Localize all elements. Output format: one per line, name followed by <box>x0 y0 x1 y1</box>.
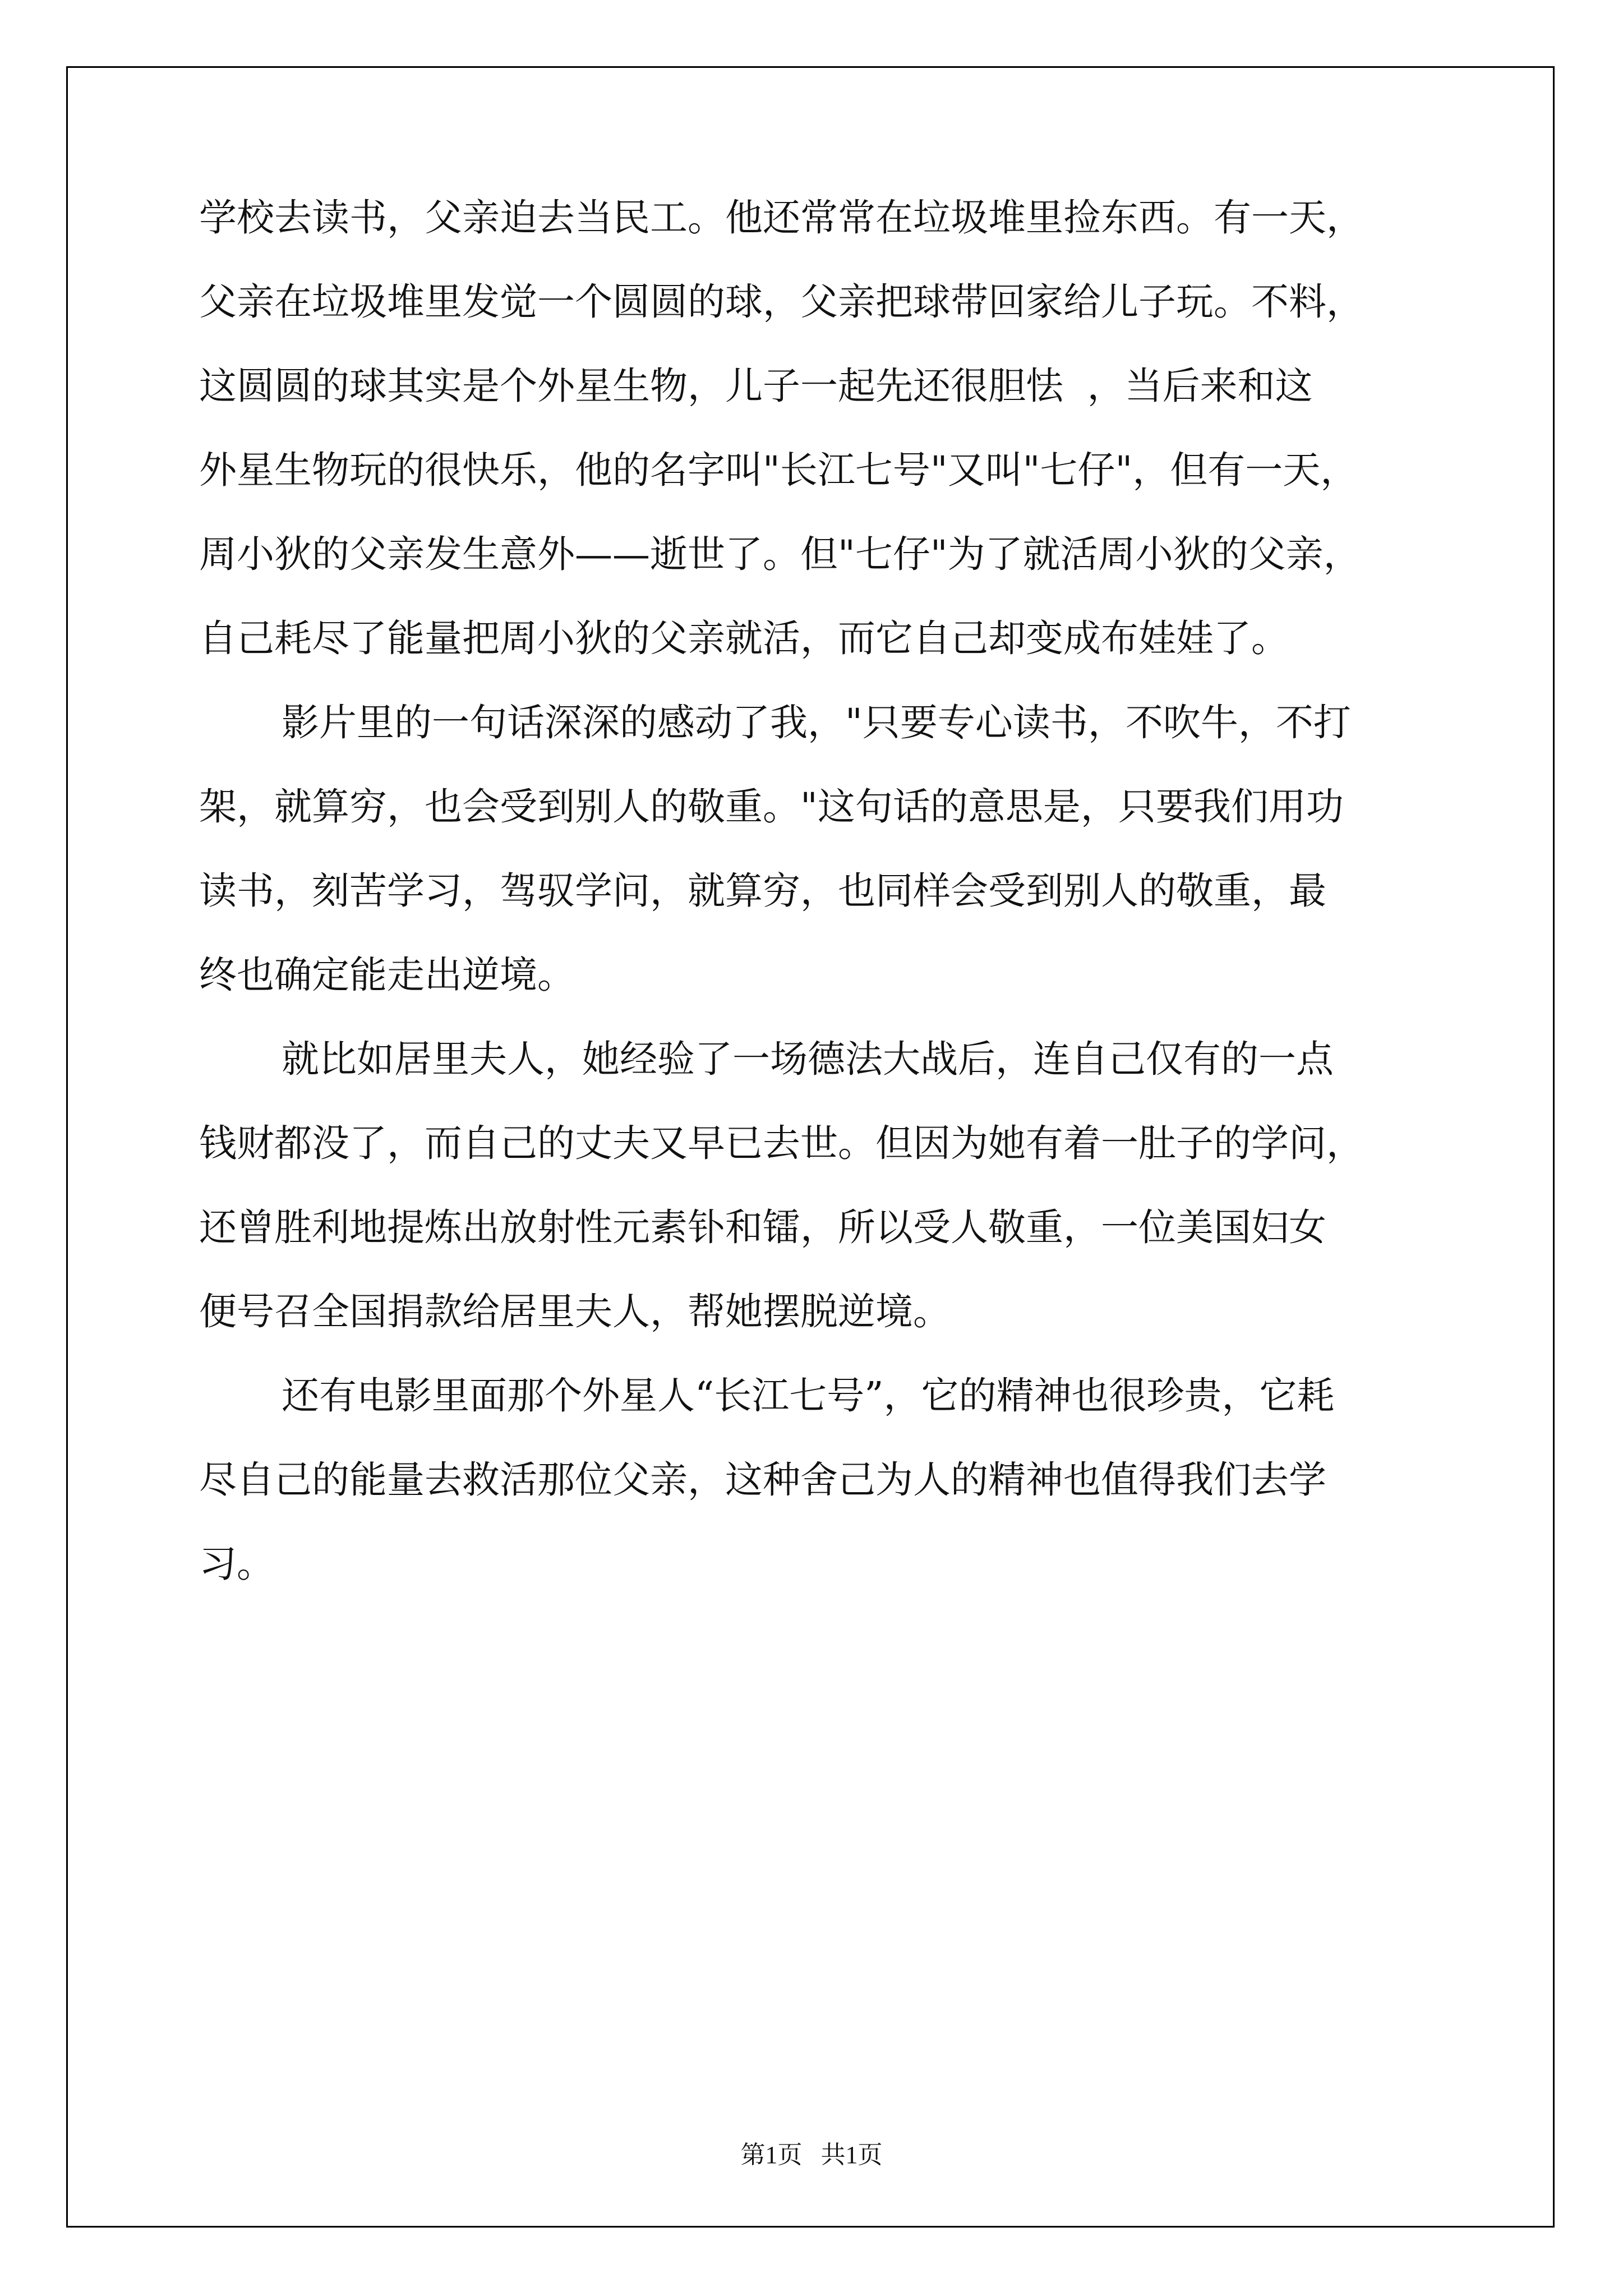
text-line-5: 周小狄的父亲发生意外——逝世了。但"七仔"为了就活周小狄的父亲， <box>199 532 1361 576</box>
text-line-16: 尽自己的能量去救活那位父亲，这种舍己为人的精神也值得我们去学 <box>199 1458 1326 1502</box>
text-line-2: 父亲在垃圾堆里发觉一个圆圆的球，父亲把球带回家给儿子玩。不料， <box>199 280 1364 324</box>
text-line-4: 外星生物玩的很快乐，他的名字叫"长江七号"又叫"七仔"，但有一天， <box>199 448 1358 492</box>
text-line-7: 影片里的一句话深深的感动了我，"只要专心读书，不吹牛，不打 <box>282 701 1351 744</box>
text-line-8: 架，就算穷，也会受到别人的敬重。"这句话的意思是，只要我们用功 <box>199 785 1344 829</box>
text-line-14: 便号召全国捐款给居里夫人，帮她摆脱逆境。 <box>199 1290 951 1333</box>
page-number-footer: 第1页 共1页 <box>740 2141 883 2169</box>
text-line-1: 学校去读书，父亲迫去当民工。他还常常在垃圾堆里捡东西。有一天， <box>199 196 1364 240</box>
text-line-6: 自己耗尽了能量把周小狄的父亲就活，而它自己却变成布娃娃了。 <box>199 616 1289 660</box>
text-line-11: 就比如居里夫人，她经验了一场德法大战后，连自己仅有的一点 <box>282 1037 1334 1081</box>
text-line-17: 习。 <box>199 1542 274 1586</box>
text-line-15: 还有电影里面那个外星人“长江七号”，它的精神也很珍贵，它耗 <box>282 1374 1335 1418</box>
text-line-10: 终也确定能走出逆境。 <box>199 953 575 997</box>
text-line-3: 这圆圆的球其实是个外星生物，儿子一起先还很胆怯 ，当后来和这 <box>199 364 1313 408</box>
text-line-9: 读书，刻苦学习，驾驭学问，就算穷，也同样会受到别人的敬重，最 <box>199 869 1326 913</box>
text-line-13: 还曾胜利地提炼出放射性元素钋和镭，所以受人敬重，一位美国妇女 <box>199 1205 1326 1249</box>
text-line-12: 钱财都没了，而自己的丈夫又早已去世。但因为她有着一肚子的学问， <box>199 1121 1364 1165</box>
